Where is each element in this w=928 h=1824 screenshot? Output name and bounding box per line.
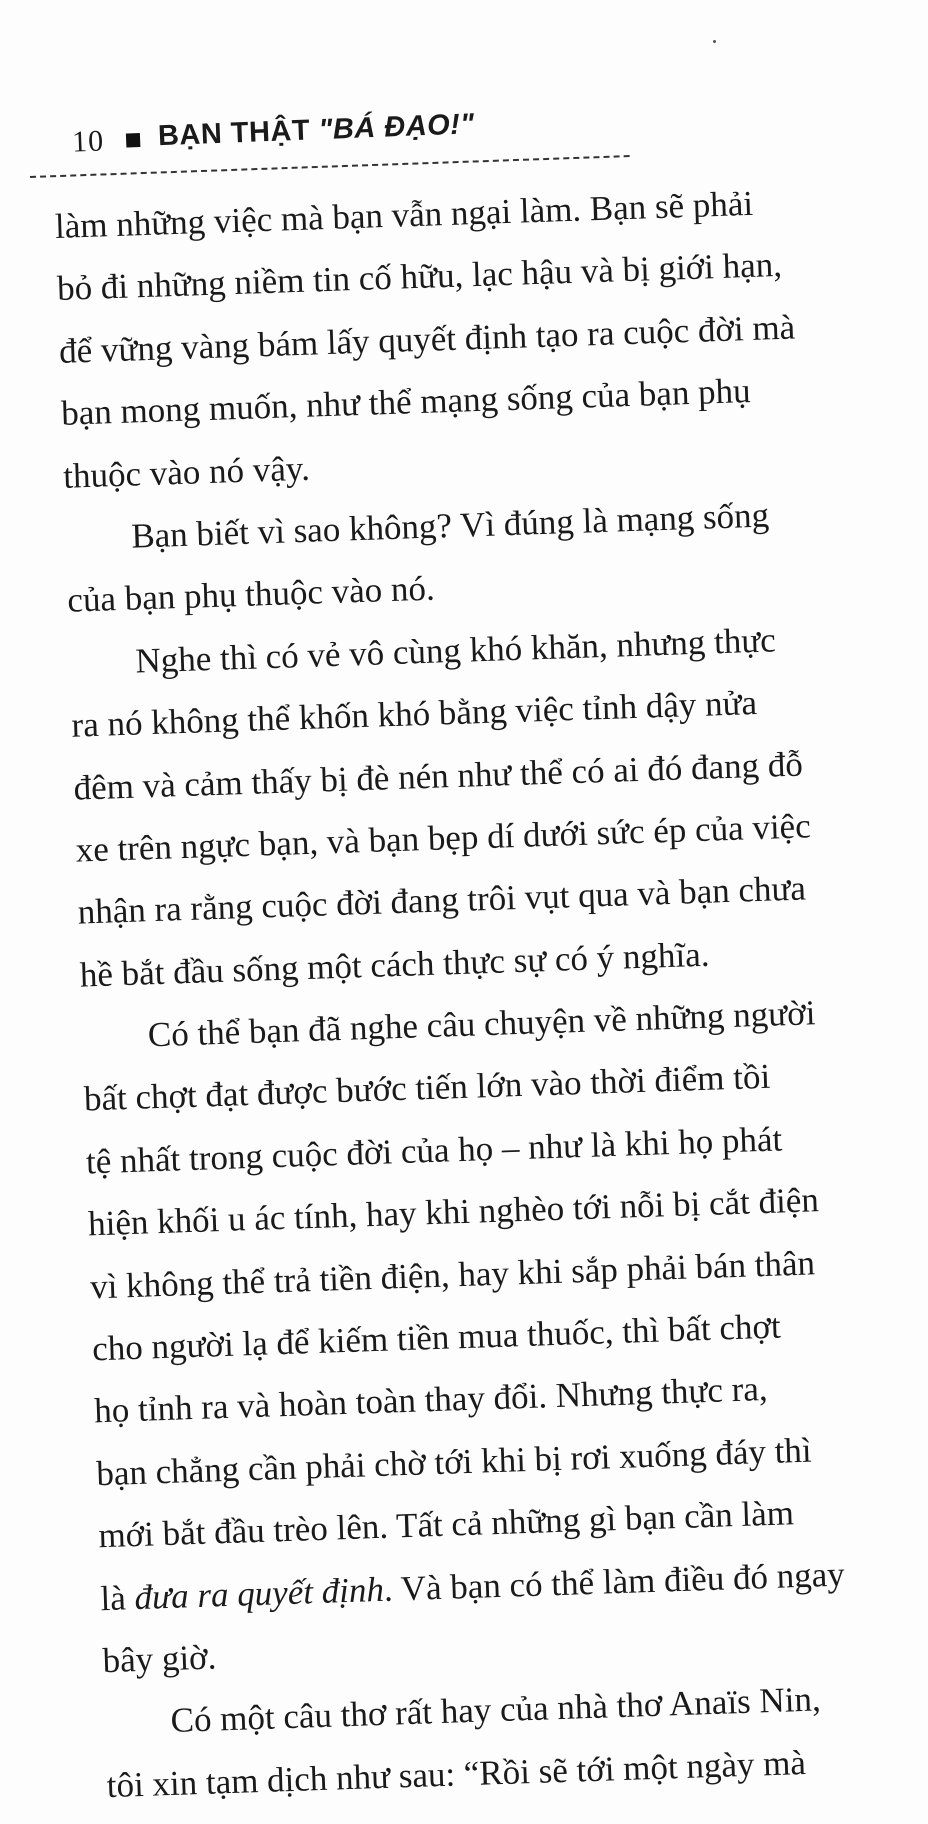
text-line: ra nó không thể khốn khó bằng việc tỉnh dậy nửa: [70, 683, 758, 745]
running-head: [157, 108, 475, 153]
text-line: làm những việc mà bạn vẫn ngại làm. Bạn sẽ phải: [54, 183, 754, 246]
text-line: Bạn biết vì sao không? Vì đúng là mạng sống: [130, 495, 770, 556]
text-line: nhận ra rằng cuộc đời đang trôi vụt qua và bạn chưa: [77, 868, 807, 932]
text-line-start: là: [99, 1577, 136, 1618]
text-line-end: . Và bạn có thể làm điều đó ngay: [383, 1554, 846, 1609]
page-header: [61, 84, 683, 168]
page-number: 10: [71, 124, 105, 159]
text-line: thuộc vào nó vậy.: [62, 448, 311, 496]
text-line: đêm và cảm thấy bị đè nén như thể có ai đó đang đỗ: [72, 744, 804, 808]
text-line: mới bắt đầu trèo lên. Tất cả những gì bạn cần làm: [97, 1493, 795, 1556]
print-speck: [713, 40, 716, 43]
body-text: [54, 167, 928, 1817]
text-line: Có thể bạn đã nghe câu chuyện về những người: [147, 993, 816, 1055]
text-line: Có một câu thơ rất hay của nhà thơ Anaïs Nin,: [169, 1679, 822, 1741]
text-line: họ tỉnh ra và hoàn toàn thay đổi. Nhưng thực ra,: [93, 1369, 769, 1431]
text-line: cho người lạ để kiếm tiền mua thuốc, thì bất chợt: [91, 1306, 782, 1369]
text-line: hề bắt đầu sống một cách thực sự có ý nghĩa.: [79, 934, 711, 995]
text-line: bất chợt đạt được bước tiến lớn vào thời điểm tồi: [83, 1057, 771, 1119]
running-head-title: "BÁ ĐẠO!": [318, 108, 476, 147]
text-line: vì không thể trả tiền điện, hay khi sắp phải bán thân: [89, 1243, 816, 1307]
header-bullet-icon: [126, 133, 141, 148]
text-line: bây giờ.: [101, 1637, 217, 1681]
text-line: bạn mong muốn, như thể mạng sống của bạn phụ: [60, 371, 752, 434]
text-line: tệ nhất trong cuộc đời của họ – như là khi họ phát: [85, 1119, 783, 1182]
emphasized-phrase: đưa ra quyết định: [133, 1569, 385, 1617]
running-head-prefix: BẠN THẬT: [157, 114, 320, 153]
text-line: bạn chẳng cần phải chờ tới khi bị rơi xuống đáy thì: [95, 1430, 813, 1494]
text-line: tôi xin tạm dịch như sau: “Rồi sẽ tới một ngày mà: [106, 1742, 807, 1805]
text-line: của bạn phụ thuộc vào nó.: [66, 568, 436, 621]
text-line: Nghe thì có vẻ vô cùng khó khăn, nhưng thực: [134, 620, 777, 681]
text-line: xe trên ngực bạn, và bạn bẹp dí dưới sức ép của việc: [75, 806, 812, 870]
text-line: hiện khối u ác tính, hay khi nghèo tới nỗi bị cắt điện: [87, 1180, 820, 1244]
text-line: để vững vàng bám lấy quyết định tạo ra cuộc đời mà: [58, 307, 796, 371]
text-line: bỏ đi những niềm tin cố hữu, lạc hậu và bị giới hạn,: [56, 245, 783, 309]
